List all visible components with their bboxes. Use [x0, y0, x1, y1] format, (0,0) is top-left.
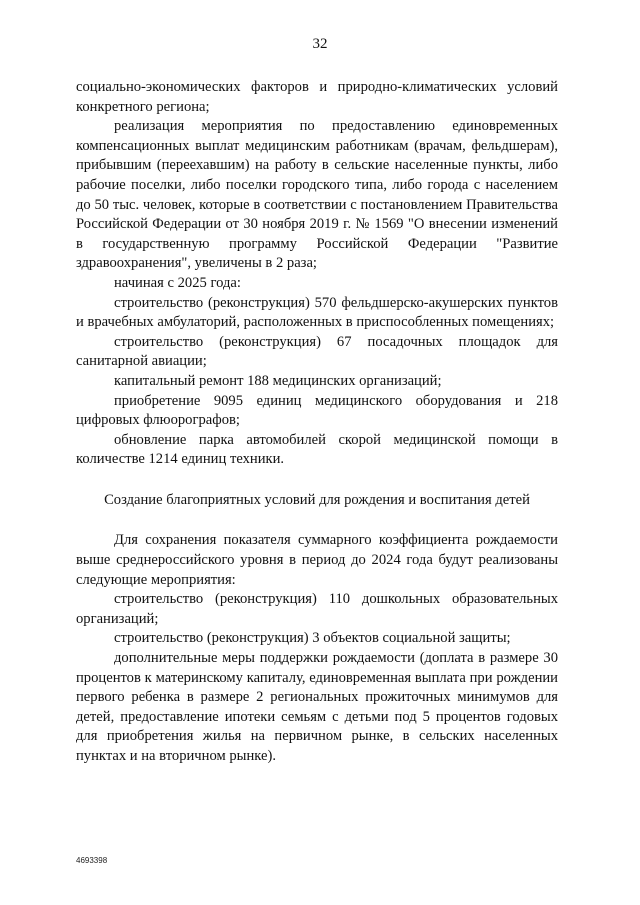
paragraph: обновление парка автомобилей скорой медицинской помощи в количестве 1214 единиц техники.	[76, 431, 558, 468]
paragraph: строительство (реконструкция) 570 фельдшерско-акушерских пунктов и врачебных амбулаторий, расположенных в приспособленных помещениях;	[76, 294, 558, 331]
paragraph: Для сохранения показателя суммарного коэффициента рождаемости выше среднероссийского уровня в период до 2024 года будут реализованы следующие мероприятия:	[76, 532, 558, 588]
paragraph: дополнительные меры поддержки рождаемости (доплата в размере 30 процентов к материнскому капиталу, единовременная выплата при рождении первого ребенка в размере 2 региональных прожиточных минимумов для детей, предоставление ипотеки семьям с детьми под 5 процентов годовых для приобретения жилья на первичном рынке, в сельских населенных пунктах и на вторичном рынке).	[76, 650, 558, 764]
paragraph: социально-экономических факторов и природно-климатических условий конкретного региона;	[76, 79, 558, 115]
paragraph: капитальный ремонт 188 медицинских организаций;	[114, 372, 442, 389]
document-body	[76, 78, 558, 767]
paragraph: реализация мероприятия по предоставлению единовременных компенсационных выплат медицинским работникам (врачам, фельдшерам), прибывшим (переехавшим) на работу в сельские населенные пункты, либо рабочие поселки, либо поселки городского типа, либо города с населением до 50 тыс. человек, которые в соответствии с постановлением Правительства Российской Федерации от 30 ноября 2019 г. № 1569 "О внесении изменений в государственную программу Российской Федерации "Развитие здравоохранения", увеличены в 2 раза;	[76, 118, 558, 272]
paragraph: строительство (реконструкция) 67 посадочных площадок для санитарной авиации;	[76, 333, 558, 370]
paragraph: приобретение 9095 единиц медицинского оборудования и 218 цифровых флюорографов;	[76, 392, 558, 429]
paragraph: строительство (реконструкция) 110 дошкольных образовательных организаций;	[76, 591, 558, 627]
section-heading: Создание благоприятных условий для рождения и воспитания детей	[104, 491, 530, 508]
paragraph: начиная с 2025 года:	[114, 274, 241, 291]
paragraph: строительство (реконструкция) 3 объектов социальной защиты;	[114, 630, 511, 647]
document-id: 4693398	[76, 856, 108, 865]
page-number: 32	[312, 36, 328, 52]
